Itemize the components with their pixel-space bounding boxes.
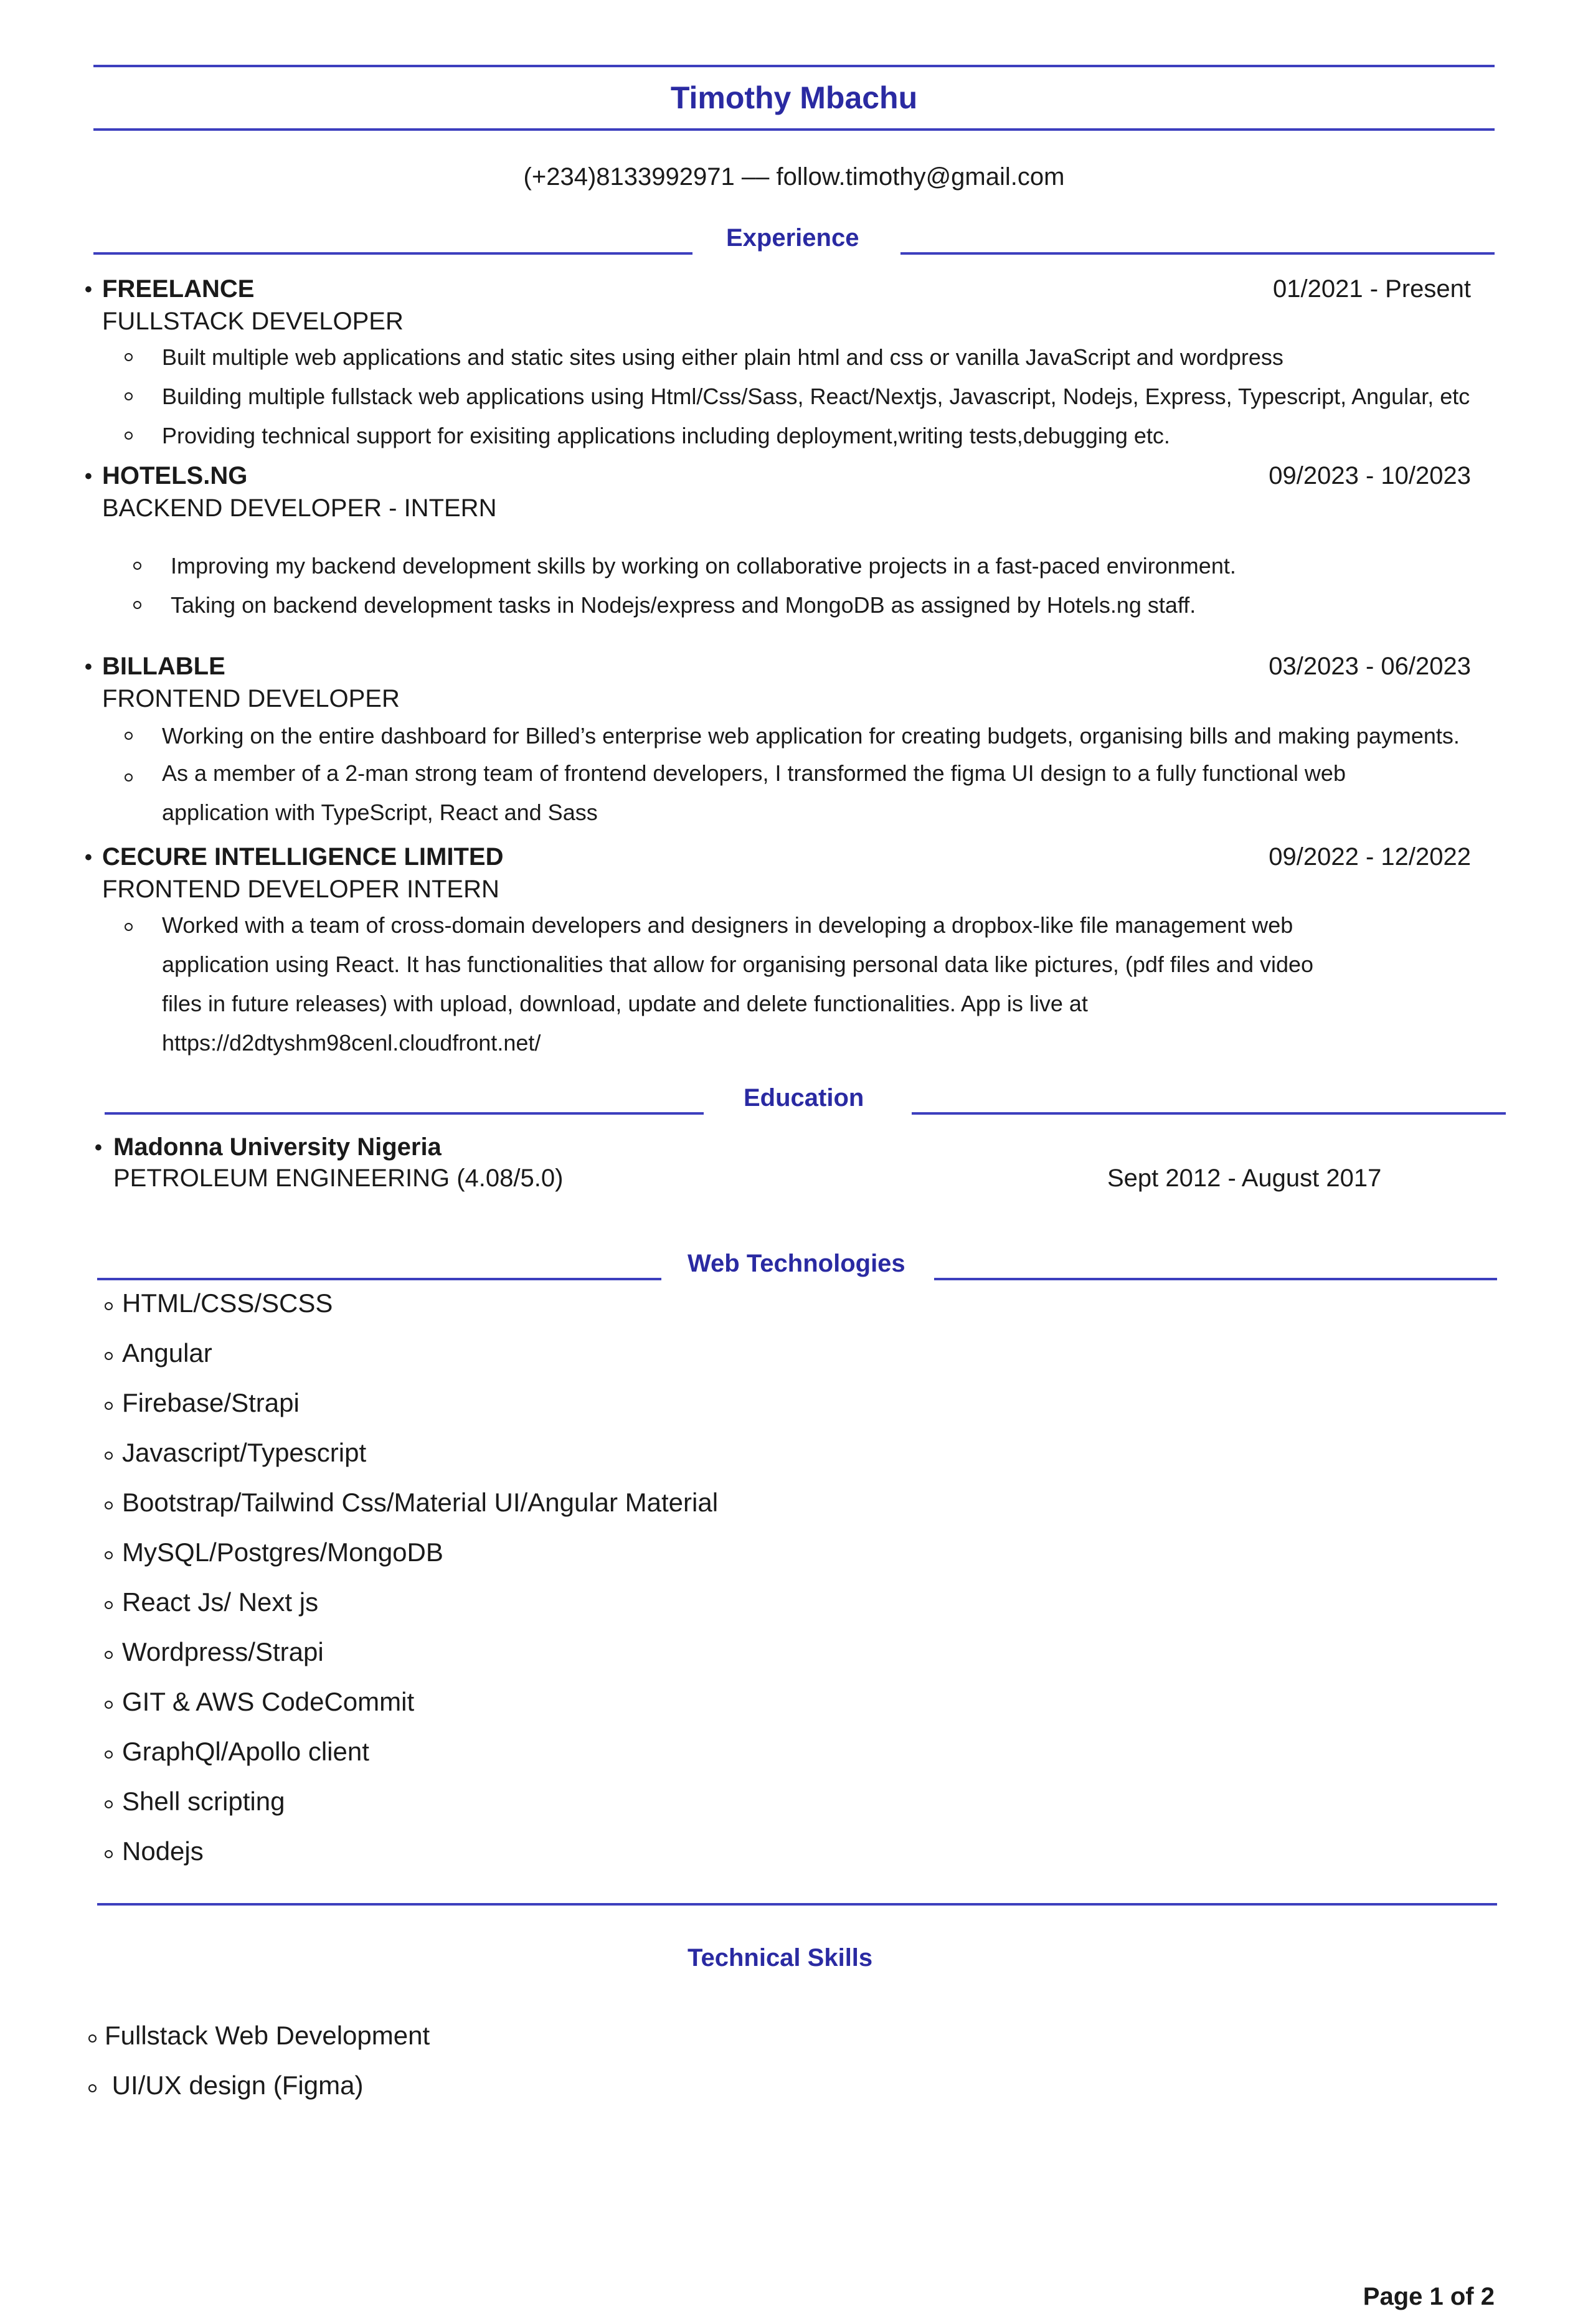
job-dates: 01/2021 - Present	[1273, 275, 1471, 303]
job-role: FULLSTACK DEVELOPER	[102, 308, 404, 335]
list-item: GIT & AWS CodeCommit	[103, 1687, 414, 1717]
job-bullet-text: Worked with a team of cross-domain developers and designers in developing a dropbox-like file management web application using React. It has functionalities that allow for organising personal data like pictures, (pdf files and video files in future releases) with upload, download, update and delete functionalities. App is live at https://d2dtyshm98cenl.cloudfront.net/	[162, 912, 1314, 1056]
candidate-name: Timothy Mbachu	[670, 80, 918, 115]
list-item: GraphQl/Apollo client	[103, 1737, 369, 1767]
bullet-ring-icon	[105, 1402, 113, 1410]
education-rule-right	[912, 1112, 1506, 1115]
job-dates: 09/2023 - 10/2023	[1269, 462, 1471, 489]
job-bullet: •	[85, 465, 92, 488]
list-item: Javascript/Typescript	[103, 1438, 366, 1468]
job-bullet-text: As a member of a 2-man strong team of frontend developers, I transformed the figma UI design to a fully functional web application with TypeScript, React and Sass	[162, 760, 1346, 825]
bullet-ring-icon	[88, 2084, 97, 2092]
experience-rule-left	[93, 252, 692, 255]
header-top-rule	[93, 65, 1495, 67]
bullet-ring-icon	[105, 1651, 113, 1659]
job-bullet-text: Taking on backend development tasks in Nodejs/express and MongoDB as assigned by Hotels.ng staff.	[171, 592, 1196, 618]
technical-skills-heading: Technical Skills	[688, 1944, 873, 1972]
list-item: Fullstack Web Development	[87, 2021, 430, 2051]
bullet-ring-icon	[125, 353, 133, 361]
list-item: MySQL/Postgres/MongoDB	[103, 1538, 443, 1567]
job-company: BILLABLE	[102, 653, 225, 680]
list-item: Angular	[103, 1338, 212, 1368]
list-item: Shell scripting	[103, 1787, 285, 1816]
job-role: BACKEND DEVELOPER - INTERN	[102, 494, 497, 522]
web-technologies-heading: Web Technologies	[688, 1250, 905, 1277]
bullet-ring-icon	[105, 1750, 113, 1759]
job-role: FRONTEND DEVELOPER	[102, 685, 400, 712]
technical-skills-rule	[97, 1903, 1497, 1906]
experience-rule-right	[900, 252, 1495, 255]
education-dates: Sept 2012 - August 2017	[1107, 1164, 1382, 1192]
job-bullet-text: Built multiple web applications and static sites using either plain html and css or vanilla JavaScript and wordpress	[162, 344, 1283, 370]
education-bullet: •	[95, 1136, 102, 1160]
bullet-ring-icon	[88, 2034, 97, 2043]
school-name: Madonna University Nigeria	[113, 1133, 442, 1161]
bullet-ring-icon	[105, 1850, 113, 1858]
webtech-rule-left	[97, 1278, 661, 1280]
bullet-ring-icon	[105, 1551, 113, 1559]
job-bullet: •	[85, 655, 92, 679]
page-number: Page 1 of 2	[1363, 2283, 1495, 2310]
bullet-ring-icon	[125, 773, 133, 782]
list-item: Wordpress/Strapi	[103, 1637, 324, 1667]
degree: PETROLEUM ENGINEERING (4.08/5.0)	[113, 1164, 564, 1192]
job-company: FREELANCE	[102, 275, 255, 303]
list-item: Nodejs	[103, 1836, 204, 1866]
list-item: React Js/ Next js	[103, 1587, 318, 1617]
bullet-ring-icon	[105, 1501, 113, 1509]
bullet-ring-icon	[105, 1302, 113, 1310]
job-bullet: •	[85, 278, 92, 301]
job-bullet-text: Improving my backend development skills by working on collaborative projects in a fast-paced environment.	[171, 553, 1236, 579]
bullet-ring-icon	[125, 732, 133, 740]
education-heading: Education	[744, 1084, 864, 1112]
job-bullet: •	[85, 846, 92, 869]
webtech-rule-right	[934, 1278, 1497, 1280]
bullet-ring-icon	[105, 1701, 113, 1709]
bullet-ring-icon	[105, 1800, 113, 1808]
list-item: UI/UX design (Figma)	[87, 2071, 363, 2100]
list-item: HTML/CSS/SCSS	[103, 1288, 333, 1318]
job-bullet-text: Providing technical support for exisiting applications including deployment,writing tests,debugging etc.	[162, 423, 1170, 448]
job-dates: 09/2022 - 12/2022	[1269, 843, 1471, 871]
bullet-ring-icon	[133, 601, 141, 609]
job-company: HOTELS.NG	[102, 462, 248, 489]
job-bullet-text: Working on the entire dashboard for Billed’s enterprise web application for creating budgets, organising bills and making payments.	[162, 723, 1460, 749]
bullet-ring-icon	[125, 923, 133, 931]
header-bottom-rule	[93, 128, 1495, 131]
list-item: Firebase/Strapi	[103, 1388, 300, 1418]
bullet-ring-icon	[105, 1601, 113, 1609]
list-item: Bootstrap/Tailwind Css/Material UI/Angular Material	[103, 1488, 718, 1518]
bullet-ring-icon	[133, 562, 141, 570]
bullet-ring-icon	[105, 1452, 113, 1460]
job-bullet-text: Building multiple fullstack web applications using Html/Css/Sass, React/Nextjs, Javascript, Nodejs, Express, Typescript, Angular, etc	[162, 384, 1470, 409]
contact-line: (+234)8133992971 –– follow.timothy@gmail.com	[523, 163, 1065, 191]
bullet-ring-icon	[125, 432, 133, 440]
education-rule-left	[105, 1112, 704, 1115]
experience-heading: Experience	[726, 224, 859, 252]
job-role: FRONTEND DEVELOPER INTERN	[102, 876, 499, 903]
job-dates: 03/2023 - 06/2023	[1269, 653, 1471, 680]
bullet-ring-icon	[105, 1352, 113, 1360]
bullet-ring-icon	[125, 392, 133, 400]
job-company: CECURE INTELLIGENCE LIMITED	[102, 843, 504, 871]
